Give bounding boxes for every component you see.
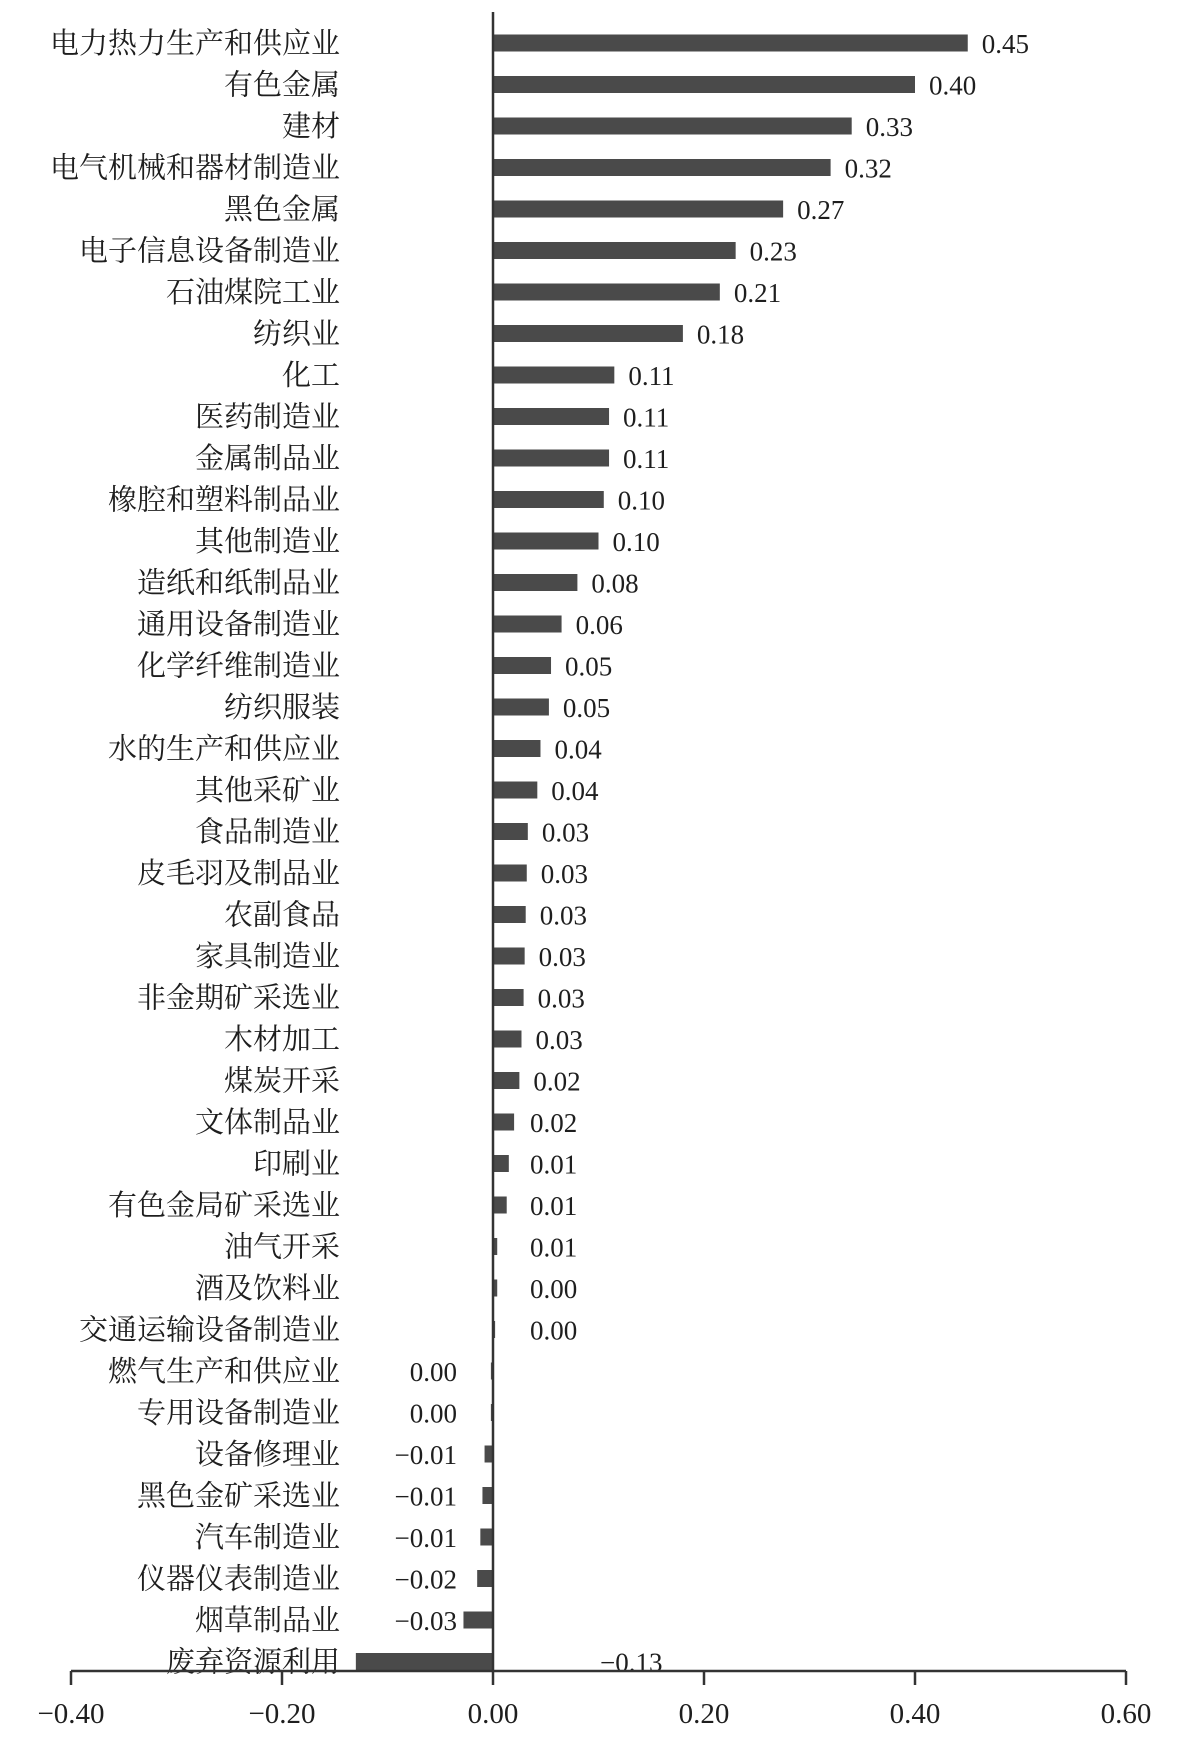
bar	[493, 823, 528, 840]
value-label: 0.03	[537, 983, 585, 1014]
bar	[493, 533, 599, 550]
bar	[493, 782, 537, 799]
bar	[493, 284, 720, 301]
category-label: 电力热力生产和供应业	[49, 26, 340, 60]
value-label: 0.04	[551, 776, 599, 806]
category-label: 农副食品	[223, 897, 340, 932]
category-label: 燃气生产和供应业	[107, 1354, 340, 1388]
category-label: 造纸和纸制品业	[136, 565, 340, 600]
category-label: 电气机械和器材制造业	[49, 150, 340, 185]
bar	[493, 1072, 519, 1089]
category-label: 黑色金属	[223, 192, 340, 226]
category-label: 有色金属	[223, 67, 340, 102]
value-label: 0.21	[733, 278, 782, 308]
value-label: 0.32	[844, 153, 892, 184]
value-label: −0.13	[600, 1647, 663, 1678]
category-label: 建材	[281, 109, 340, 143]
value-label: 0.01	[530, 1191, 578, 1221]
value-label: −0.02	[394, 1564, 457, 1595]
bar	[493, 865, 527, 882]
x-tick-label: −0.20	[248, 1698, 316, 1730]
value-label: 0.00	[409, 1357, 457, 1387]
value-label: 0.05	[562, 693, 611, 723]
category-label: 医药制造业	[194, 399, 340, 434]
bar	[493, 657, 551, 674]
value-label: 0.40	[929, 70, 977, 101]
category-label: 电子信息设备制造业	[78, 233, 340, 268]
bar	[485, 1446, 493, 1463]
category-label: 化学纤维制造业	[136, 648, 340, 683]
value-label: 0.11	[623, 402, 670, 433]
bar	[356, 1653, 493, 1670]
bar	[493, 616, 562, 633]
bar	[493, 450, 609, 467]
bar	[463, 1612, 493, 1629]
category-label: 石油煤院工业	[165, 275, 340, 309]
value-label: 0.10	[612, 527, 660, 557]
category-label: 其他采矿业	[194, 773, 340, 807]
bar	[493, 1114, 514, 1131]
value-label: 0.03	[539, 900, 587, 931]
bar	[493, 201, 783, 218]
x-tick-label: 0.00	[467, 1698, 519, 1730]
value-label: 0.27	[797, 195, 845, 225]
value-label: 0.11	[628, 361, 675, 391]
category-label: 油气开采	[223, 1229, 340, 1264]
category-label: 汽车制造业	[194, 1520, 340, 1554]
x-tick-label: −0.40	[37, 1698, 105, 1730]
value-label: 0.18	[696, 319, 745, 350]
value-label: 0.00	[530, 1315, 578, 1346]
category-label: 纺织服装	[223, 690, 340, 724]
category-label: 仪器仪表制造业	[136, 1561, 340, 1596]
category-label: 化工	[281, 358, 340, 392]
category-label: 印刷业	[252, 1146, 340, 1181]
x-axis-tick-labels	[37, 1698, 1151, 1730]
bar	[482, 1487, 493, 1504]
category-label: 通用设备制造业	[136, 607, 340, 641]
category-label: 橡腔和塑料制品业	[107, 482, 340, 517]
category-label: 金属制品业	[194, 441, 340, 475]
bar	[493, 491, 604, 508]
bar	[493, 740, 540, 757]
value-label: 0.02	[530, 1108, 578, 1138]
category-labels	[50, 26, 340, 1679]
category-label: 水的生产和供应业	[107, 731, 340, 766]
bar	[477, 1570, 493, 1587]
value-label: 0.00	[409, 1398, 457, 1429]
bar	[493, 118, 852, 135]
category-label: 其他制造业	[194, 524, 340, 558]
bar	[493, 574, 577, 591]
category-label: 设备修理业	[194, 1437, 340, 1471]
category-label: 文体制品业	[194, 1105, 340, 1139]
bar	[493, 159, 831, 176]
bar	[493, 35, 968, 52]
x-tick-label: 0.40	[889, 1698, 941, 1730]
bar	[493, 906, 526, 923]
bar	[493, 1031, 521, 1048]
value-label: 0.03	[540, 859, 589, 889]
bar	[493, 989, 524, 1006]
category-label: 交通运输设备制造业	[78, 1312, 340, 1347]
value-label: −0.01	[394, 1481, 457, 1512]
value-label: −0.03	[394, 1606, 457, 1636]
x-tick-label: 0.20	[678, 1698, 730, 1730]
category-label: 煤炭开采	[223, 1063, 340, 1098]
bar	[493, 948, 525, 965]
bar	[493, 76, 915, 93]
category-label: 皮毛羽及制品业	[136, 856, 340, 890]
value-label: 0.01	[530, 1232, 578, 1263]
value-label: 0.03	[538, 942, 586, 972]
category-label: 专用设备制造业	[136, 1395, 340, 1430]
category-label: 木材加工	[223, 1022, 340, 1056]
value-label: 0.03	[535, 1025, 583, 1055]
value-label: 0.04	[554, 734, 602, 765]
bar	[493, 1197, 507, 1214]
value-labels	[395, 29, 1029, 1678]
category-label: 废弃资源利用	[165, 1644, 340, 1679]
category-label: 有色金局矿采选业	[107, 1188, 340, 1222]
value-label: 0.23	[749, 236, 797, 267]
bar	[493, 408, 609, 425]
value-label: 0.08	[591, 568, 639, 599]
category-label: 纺织业	[252, 316, 340, 351]
category-label: 黑色金矿采选业	[136, 1478, 340, 1513]
value-label: −0.01	[394, 1440, 457, 1470]
value-label: 0.06	[575, 610, 623, 640]
bar	[493, 367, 614, 384]
bar	[493, 1155, 509, 1172]
value-label: 0.10	[617, 485, 666, 516]
x-tick-label: 0.60	[1100, 1698, 1152, 1730]
bar	[493, 699, 549, 716]
bar	[493, 325, 683, 342]
value-label: 0.03	[541, 817, 590, 848]
value-label: 0.01	[530, 1149, 578, 1180]
category-label: 家具制造业	[194, 939, 340, 973]
category-label: 酒及饮料业	[194, 1271, 340, 1305]
category-label: 烟草制品业	[194, 1603, 340, 1637]
bar	[493, 242, 736, 259]
category-label: 非金期矿采选业	[136, 980, 340, 1015]
category-label: 食品制造业	[194, 814, 340, 849]
value-label: 0.11	[623, 444, 670, 474]
value-label: 0.45	[981, 29, 1029, 59]
bar	[480, 1529, 493, 1546]
value-label: 0.00	[530, 1274, 578, 1304]
value-label: 0.02	[533, 1066, 581, 1097]
value-label: −0.01	[394, 1523, 457, 1553]
value-label: 0.05	[565, 651, 613, 682]
value-label: 0.33	[865, 112, 913, 142]
